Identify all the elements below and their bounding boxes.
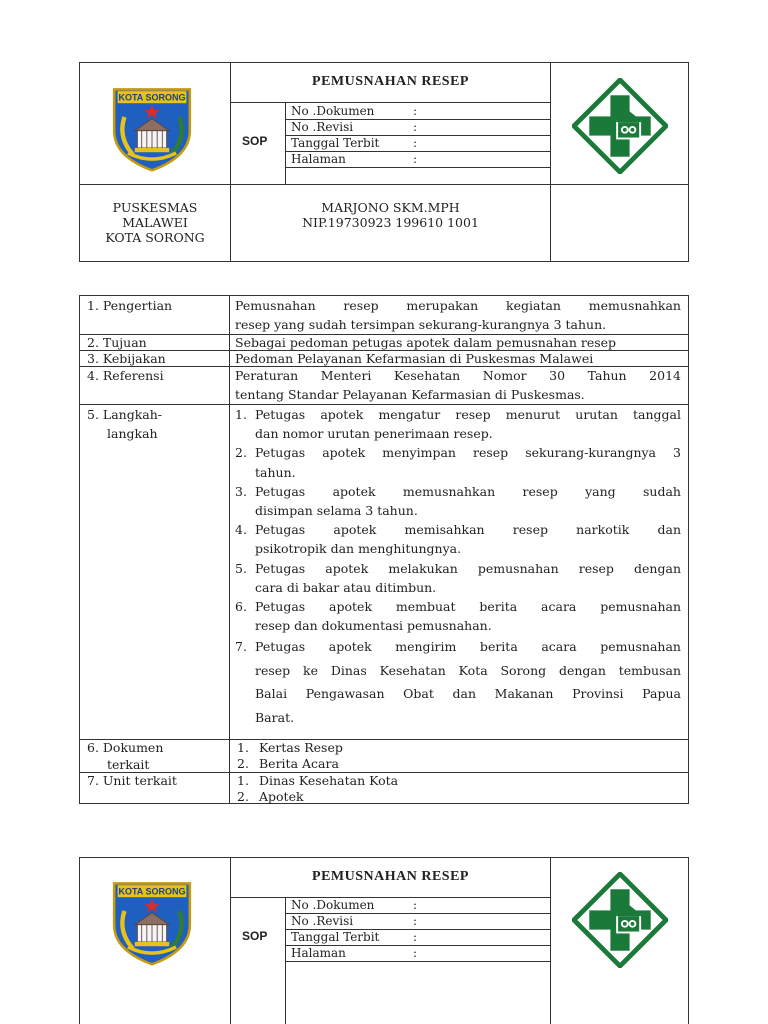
value-pengertian: Pemusnahan resep merupakan kegiatan memusnahkan resep yang sudah tersimpan sekurang-kurangnya 3 tahun. (235, 298, 681, 332)
page-title-repeat: PEMUSNAHAN RESEP (312, 869, 469, 884)
value-kebijakan: Pedoman Pelayanan Kefarmasian di Puskesmas Malawei (235, 351, 594, 366)
meta-list-repeat (291, 897, 549, 961)
page-title: PEMUSNAHAN RESEP (312, 74, 469, 89)
list-item: 6. Petugas apotek membuat berita acara pemusnahan resep dan dokumentasi pemusnahan. (235, 599, 681, 634)
list-item: 2. Apotek (237, 789, 304, 804)
sop-label-repeat: SOP (242, 929, 268, 943)
sop-label: SOP (242, 134, 268, 148)
list-item: 3. Petugas apotek memusnahkan resep yang sudah disimpan selama 3 tahun. (235, 483, 681, 519)
meta-row-tanggal: Tanggal Terbit : (291, 136, 418, 150)
meta-row-halaman: Halaman : (291, 152, 418, 166)
label-kebijakan: 3. Kebijakan (87, 351, 166, 366)
label-referensi: 4. Referensi (87, 368, 164, 383)
list-item: 1. Petugas apotek mengatur resep menurut urutan tanggal dan nomor urutan penerimaan resep. (235, 407, 681, 442)
steps-list (235, 405, 681, 729)
meta-row-revisi: No .Revisi : (291, 914, 418, 928)
meta-row-halaman: Halaman : (291, 946, 418, 960)
org-name: PUSKESMAS MALAWEI KOTA SORONG (105, 200, 205, 245)
label-pengertian: 1. Pengertian (87, 298, 173, 313)
list-item: 5. Petugas apotek melakukan pemusnahan resep dengan cara di bakar atau ditimbun. (235, 560, 681, 595)
list-item: 7. Petugas apotek mengirim berita acara pemusnahan resep ke Dinas Kesehatan Kota Sorong dengan tembusan Balai Pengawasan Obat dan Makanan Provinsi Papua Barat. (235, 639, 681, 725)
label-unit: 7. Unit terkait (87, 773, 177, 788)
value-tujuan: Sebagai pedoman petugas apotek dalam pemusnahan resep (235, 335, 617, 350)
unit-list (237, 773, 398, 805)
meta-row-tanggal: Tanggal Terbit : (291, 930, 418, 944)
signatory: MARJONO SKM.MPH NIP.19730923 199610 1001 (302, 200, 479, 230)
list-item: 4. Petugas apotek memisahkan resep narkotik dan psikotropik dan menghitungnya. (235, 522, 681, 557)
puskesmas-cross-icon (572, 78, 668, 174)
puskesmas-cross-icon (572, 872, 668, 968)
meta-row-dokumen: No .Dokumen : (291, 104, 418, 118)
list-item: 1. Dinas Kesehatan Kota (237, 773, 399, 788)
list-item: 1. Kertas Resep (237, 740, 343, 755)
meta-row-revisi: No .Revisi : (291, 120, 418, 134)
label-tujuan: 2. Tujuan (87, 335, 147, 350)
list-item: 2. Berita Acara (237, 756, 339, 771)
kota-sorong-emblem-icon (104, 880, 200, 966)
label-dokumen: 6. Dokumen terkait (87, 740, 164, 772)
list-item: 2. Petugas apotek menyimpan resep sekurang-kurangnya 3 tahun. (235, 445, 681, 480)
meta-row-dokumen: No .Dokumen : (291, 898, 418, 912)
label-langkah: 5. Langkah- langkah (87, 407, 163, 441)
kota-sorong-emblem-icon (104, 86, 200, 172)
meta-list (291, 103, 549, 167)
value-referensi: Peraturan Menteri Kesehatan Nomor 30 Tahun 2014 tentang Standar Pelayanan Kefarmasian di Puskesmas. (235, 368, 681, 402)
dokumen-list (237, 740, 343, 772)
